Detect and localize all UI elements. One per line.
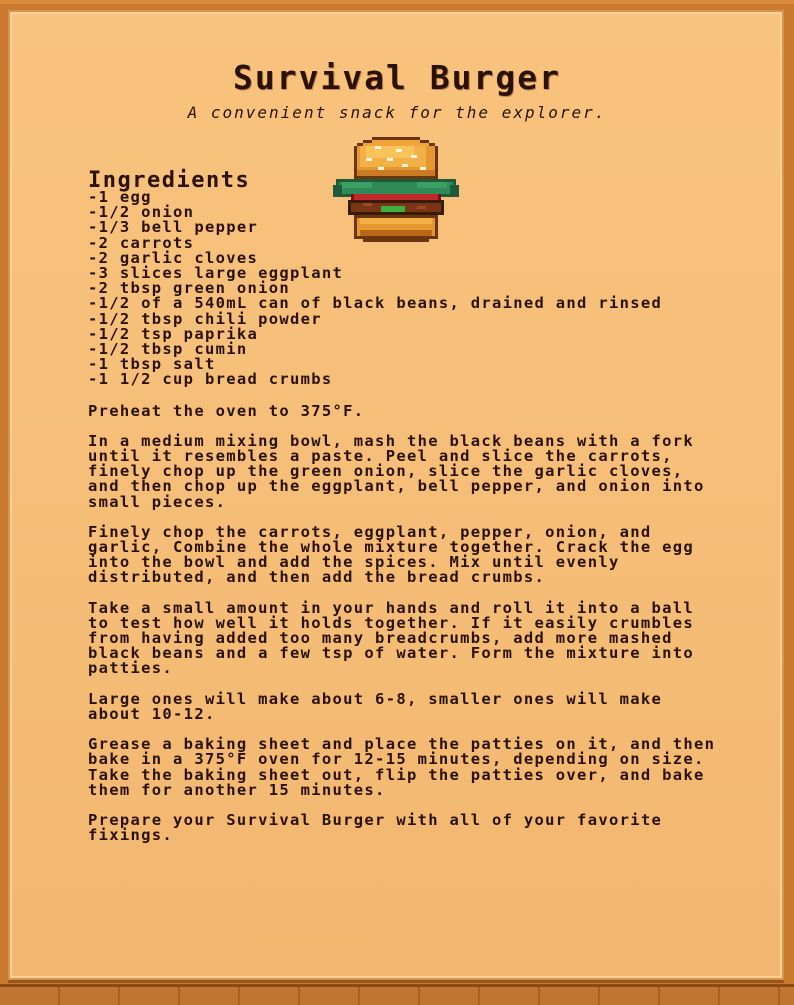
wooden-floor — [0, 984, 794, 1005]
ingredient-item: -1/3 bell pepper — [88, 218, 259, 237]
recipe-subtitle: A convenient snack for the explorer. — [187, 103, 607, 122]
instruction-step: Prepare your Survival Burger with all of your favorite fixings. — [88, 810, 663, 845]
ingredient-item: -1 tbsp salt — [88, 355, 216, 374]
recipe-title: Survival Burger — [232, 58, 561, 97]
instruction-step: Take a small amount in your hands and roll it into a ball to test how well it holds together. If it easily crumbles from having added too many breadcrumbs, add more mashed black beans and a few tsp of water. Form the mixture into patties. — [88, 598, 695, 678]
ingredients-heading: Ingredients — [88, 168, 251, 193]
ingredient-item: -2 garlic cloves — [88, 248, 259, 267]
instruction-step: In a medium mixing bowl, mash the black beans with a fork until it resembles a paste. Peel and slice the carrots, finely chop up the green onion, slice the garlic cloves, and then chop up the eggplant, bell pepper, and onion into small pieces. — [88, 431, 705, 511]
ingredient-item: -1/2 tbsp cumin — [88, 340, 248, 359]
ingredient-item: -2 tbsp green onion — [88, 279, 291, 298]
instruction-step: Grease a baking sheet and place the patties on it, and then bake in a 375°F oven for 12-15 minutes, depending on size. Take the baking sheet out, flip the patties over, and bake them for another 15 minutes. — [88, 735, 716, 799]
ingredient-item: -2 carrots — [88, 233, 195, 252]
ingredient-item: -1 1/2 cup bread crumbs — [88, 370, 333, 389]
ingredient-item: -1/2 onion — [88, 203, 195, 222]
ingredient-item: -1/2 tsp paprika — [88, 324, 259, 343]
instruction-step: Preheat the oven to 375°F. — [88, 401, 365, 420]
ingredient-item: -1/2 of a 540mL can of black beans, drained and rinsed — [88, 294, 663, 313]
instruction-step: Large ones will make about 6-8, smaller ones will make about 10-12. — [88, 689, 663, 723]
ingredient-item: -3 slices large eggplant — [88, 264, 344, 283]
instruction-step: Finely chop the carrots, eggplant, pepper, onion, and garlic, Combine the whole mixture together. Crack the egg into the bowl and add the spices. Mix until evenly distributed, and then add the bread crumbs. — [88, 522, 695, 587]
ingredient-list — [88, 190, 718, 388]
ingredient-item: -1 egg — [88, 188, 152, 206]
recipe-content — [88, 168, 718, 843]
ingredient-item: -1/2 tbsp chili powder — [88, 309, 322, 328]
